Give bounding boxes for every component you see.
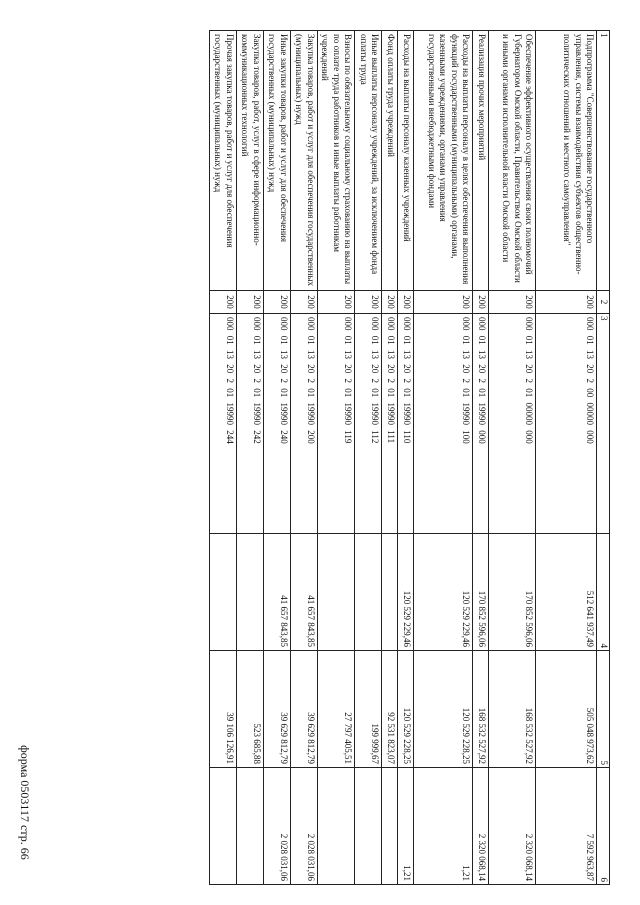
column-number-4: 4 [597, 534, 610, 651]
column-number-1: 1 [597, 31, 610, 291]
table-row [355, 31, 382, 885]
row-executed: 92 531 823,07 [382, 651, 398, 768]
row-unexecuted [236, 768, 263, 885]
row-approved [236, 534, 263, 651]
row-executed: 168 532 527,92 [473, 651, 489, 768]
row-approved: 170 852 596,06 [489, 534, 536, 651]
row-unexecuted: 2 320 068,14 [473, 768, 489, 885]
row-line-code: 200 [236, 291, 263, 314]
row-approved: 512 641 937,49 [536, 534, 597, 651]
column-number-3: 3 [597, 314, 610, 534]
row-name: Иные закупки товаров, работ и услуг для обеспечения государственных (муниципальных) нужд [263, 31, 290, 291]
row-budget-code: 000 01 13 20 2 01 19990 111 [382, 314, 398, 534]
row-name: Взносы по обязательному социальному страхованию на выплаты по оплате труда работников и иные выплаты работникам учреждений [317, 31, 355, 291]
row-line-code: 200 [473, 291, 489, 314]
row-approved [317, 534, 355, 651]
table-row [209, 31, 236, 885]
row-budget-code: 000 01 13 20 2 01 19990 200 [290, 314, 317, 534]
row-line-code: 200 [489, 291, 536, 314]
row-line-code: 200 [317, 291, 355, 314]
row-approved: 120 529 229,46 [398, 534, 414, 651]
row-budget-code: 000 01 13 20 2 01 19990 244 [209, 314, 236, 534]
row-budget-code: 000 01 13 20 2 01 19990 112 [355, 314, 382, 534]
expenditure-table [209, 30, 610, 885]
table-row [236, 31, 263, 885]
row-line-code: 200 [414, 291, 473, 314]
row-budget-code: 000 01 13 20 2 00 00000 000 [536, 314, 597, 534]
row-approved: 120 529 229,46 [414, 534, 473, 651]
row-unexecuted [317, 768, 355, 885]
row-executed: 120 529 228,25 [414, 651, 473, 768]
row-line-code: 200 [290, 291, 317, 314]
row-name: Расходы на выплаты персоналу казенных учреждений [398, 31, 414, 291]
table-row [317, 31, 355, 885]
table-row [290, 31, 317, 885]
row-budget-code: 000 01 13 20 2 01 19990 100 [414, 314, 473, 534]
row-unexecuted [355, 768, 382, 885]
column-number-5: 5 [597, 651, 610, 768]
row-approved [355, 534, 382, 651]
row-name: Реализация прочих мероприятий [473, 31, 489, 291]
table-row [398, 31, 414, 885]
table-row [263, 31, 290, 885]
row-line-code: 200 [355, 291, 382, 314]
row-budget-code: 000 01 13 20 2 01 19990 110 [398, 314, 414, 534]
row-name: Расходы на выплаты персоналу в целях обеспечения выполнения функций государственными (муниципальными) органами, казенными учреждениями, органами управления государственными внебюджетными фондами [414, 31, 473, 291]
form-number-note: форма 0503117 стр. 66 [18, 745, 32, 860]
table-row [489, 31, 536, 885]
row-executed: 39 629 812,79 [263, 651, 290, 768]
column-number-row [597, 31, 610, 885]
table-row [414, 31, 473, 885]
row-approved [209, 534, 236, 651]
row-unexecuted: 7 592 963,87 [536, 768, 597, 885]
row-name: Иные выплаты персоналу учреждений, за исключением фонда оплаты труда [355, 31, 382, 291]
row-executed: 120 529 228,25 [398, 651, 414, 768]
row-approved [382, 534, 398, 651]
table-row [382, 31, 398, 885]
row-line-code: 200 [382, 291, 398, 314]
column-number-2: 2 [597, 291, 610, 314]
row-approved: 170 852 596,06 [473, 534, 489, 651]
row-budget-code: 000 01 13 20 2 01 19990 119 [317, 314, 355, 534]
row-name: Прочая закупка товаров, работ и услуг для обеспечения государственных (муниципальных) нужд [209, 31, 236, 291]
row-unexecuted: 2 028 031,06 [263, 768, 290, 885]
row-executed: 27 797 405,51 [317, 651, 355, 768]
row-executed: 505 048 973,62 [536, 651, 597, 768]
row-name: Закупка товаров, работ и услуг для обеспечения государственных (муниципальных) нужд [290, 31, 317, 291]
row-name: Обеспечение эффективного осуществления своих полномочий Губернатором Омской области, Правительством Омской области и иными органами исполнительной власти Омской области [489, 31, 536, 291]
table-row [536, 31, 597, 885]
row-line-code: 200 [263, 291, 290, 314]
row-approved: 41 657 843,85 [263, 534, 290, 651]
row-unexecuted [382, 768, 398, 885]
row-unexecuted [209, 768, 236, 885]
row-budget-code: 000 01 13 20 2 01 19990 000 [473, 314, 489, 534]
row-executed: 168 532 527,92 [489, 651, 536, 768]
row-budget-code: 000 01 13 20 2 01 19990 240 [263, 314, 290, 534]
row-unexecuted: 2 320 068,14 [489, 768, 536, 885]
row-budget-code: 000 01 13 20 2 01 19990 242 [236, 314, 263, 534]
row-line-code: 200 [536, 291, 597, 314]
row-approved: 41 657 843,85 [290, 534, 317, 651]
row-unexecuted: 1,21 [398, 768, 414, 885]
row-name: Фонд оплаты труда учреждений [382, 31, 398, 291]
row-budget-code: 000 01 13 20 2 01 00000 000 [489, 314, 536, 534]
row-executed: 39 106 126,91 [209, 651, 236, 768]
row-executed: 199 999,67 [355, 651, 382, 768]
row-unexecuted: 1,21 [414, 768, 473, 885]
row-line-code: 200 [209, 291, 236, 314]
row-name: Закупка товаров, работ, услуг в сфере информационно-коммуникационных технологий [236, 31, 263, 291]
row-executed: 39 629 812,79 [290, 651, 317, 768]
row-name: Подпрограмма "Совершенствование государственного управления, системы взаимодействия субъектов общественно-политических отношений и местного самоуправления" [536, 31, 597, 291]
row-executed: 523 685,88 [236, 651, 263, 768]
row-line-code: 200 [398, 291, 414, 314]
table-row [473, 31, 489, 885]
row-unexecuted: 2 028 031,06 [290, 768, 317, 885]
column-number-6: 6 [597, 768, 610, 885]
